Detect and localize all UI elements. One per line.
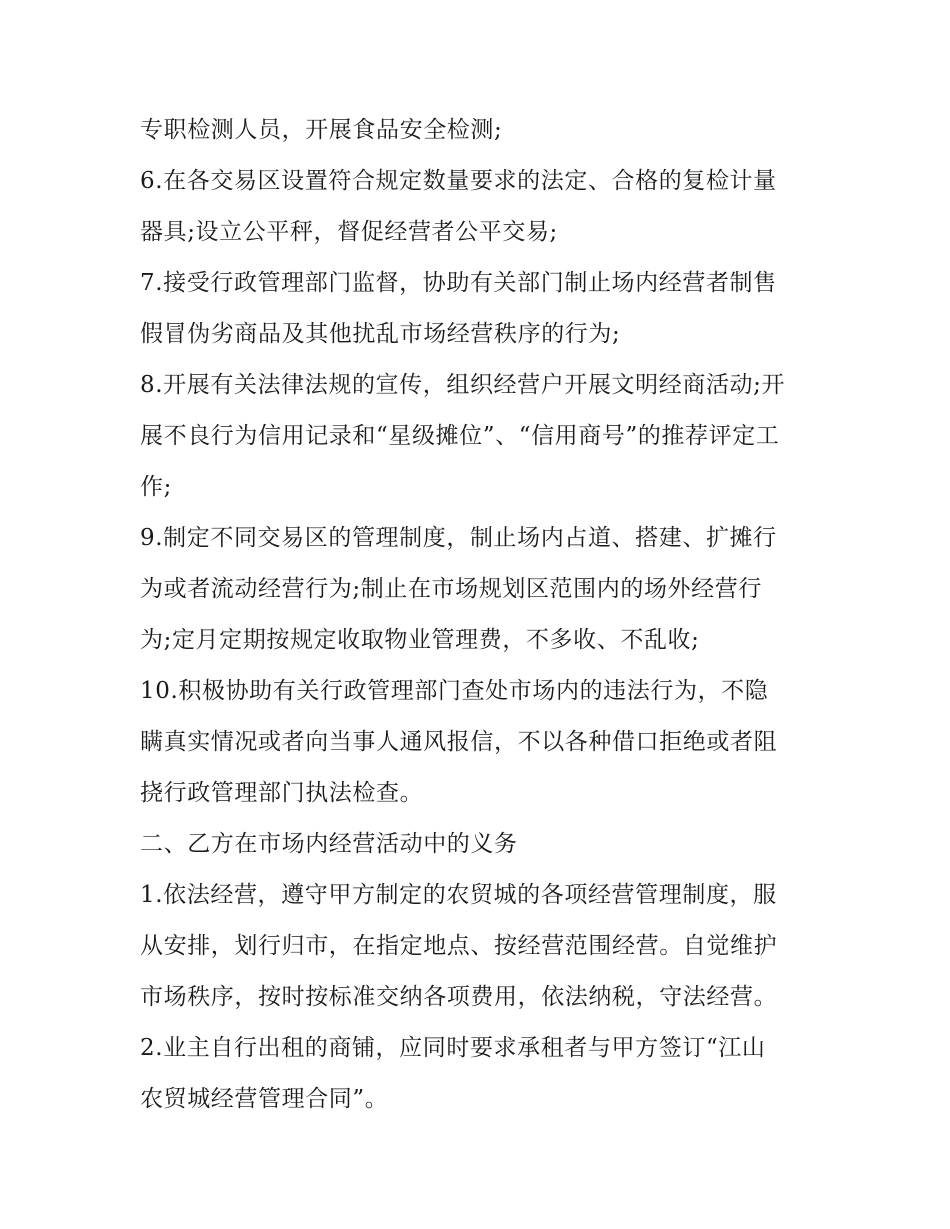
document-body xyxy=(140,105,820,1125)
text-line: 展不良行为信用记录和“星级摊位”、“信用商号”的推荐评定工 xyxy=(140,423,780,449)
text-line: 从安排，划行归市，在指定地点、按经营范围经营。自觉维护 xyxy=(140,933,778,959)
text-line: 2.业主自行出租的商铺，应同时要求承租者与甲方签订“江山 xyxy=(140,1035,766,1061)
text-line: 市场秩序，按时按标准交纳各项费用，依法纳税，守法经营。 xyxy=(140,984,778,1010)
text-line: 挠行政管理部门执法检查。 xyxy=(140,780,424,806)
text-line: 10.积极协助有关行政管理部门查处市场内的违法行为，不隐 xyxy=(140,678,769,704)
section-heading: 二、乙方在市场内经营活动中的义务 xyxy=(140,831,518,857)
text-line: 8.开展有关法律法规的宣传，组织经营户开展文明经商活动;开 xyxy=(140,372,786,398)
text-line: 作; xyxy=(140,474,172,500)
text-line: 为;定月定期按规定收取物业管理费，不多收、不乱收; xyxy=(140,627,700,653)
text-line: 专职检测人员，开展食品安全检测; xyxy=(140,117,503,143)
text-line: 6.在各交易区设置符合规定数量要求的法定、合格的复检计量 xyxy=(140,168,777,194)
text-line: 假冒伪劣商品及其他扰乱市场经营秩序的行为; xyxy=(140,321,621,347)
text-line: 为或者流动经营行为;制止在市场规划区范围内的场外经营行 xyxy=(140,576,762,602)
text-line: 器具;设立公平秤，督促经营者公平交易; xyxy=(140,219,558,245)
text-line: 9.制定不同交易区的管理制度，制止场内占道、搭建、扩摊行 xyxy=(140,525,777,551)
text-line: 7.接受行政管理部门监督，协助有关部门制止场内经营者制售 xyxy=(140,270,777,296)
text-line: 农贸城经营管理合同”。 xyxy=(140,1086,389,1112)
text-line: 1.依法经营，遵守甲方制定的农贸城的各项经营管理制度，服 xyxy=(140,882,777,908)
text-line: 瞒真实情况或者向当事人通风报信，不以各种借口拒绝或者阻 xyxy=(140,729,778,755)
